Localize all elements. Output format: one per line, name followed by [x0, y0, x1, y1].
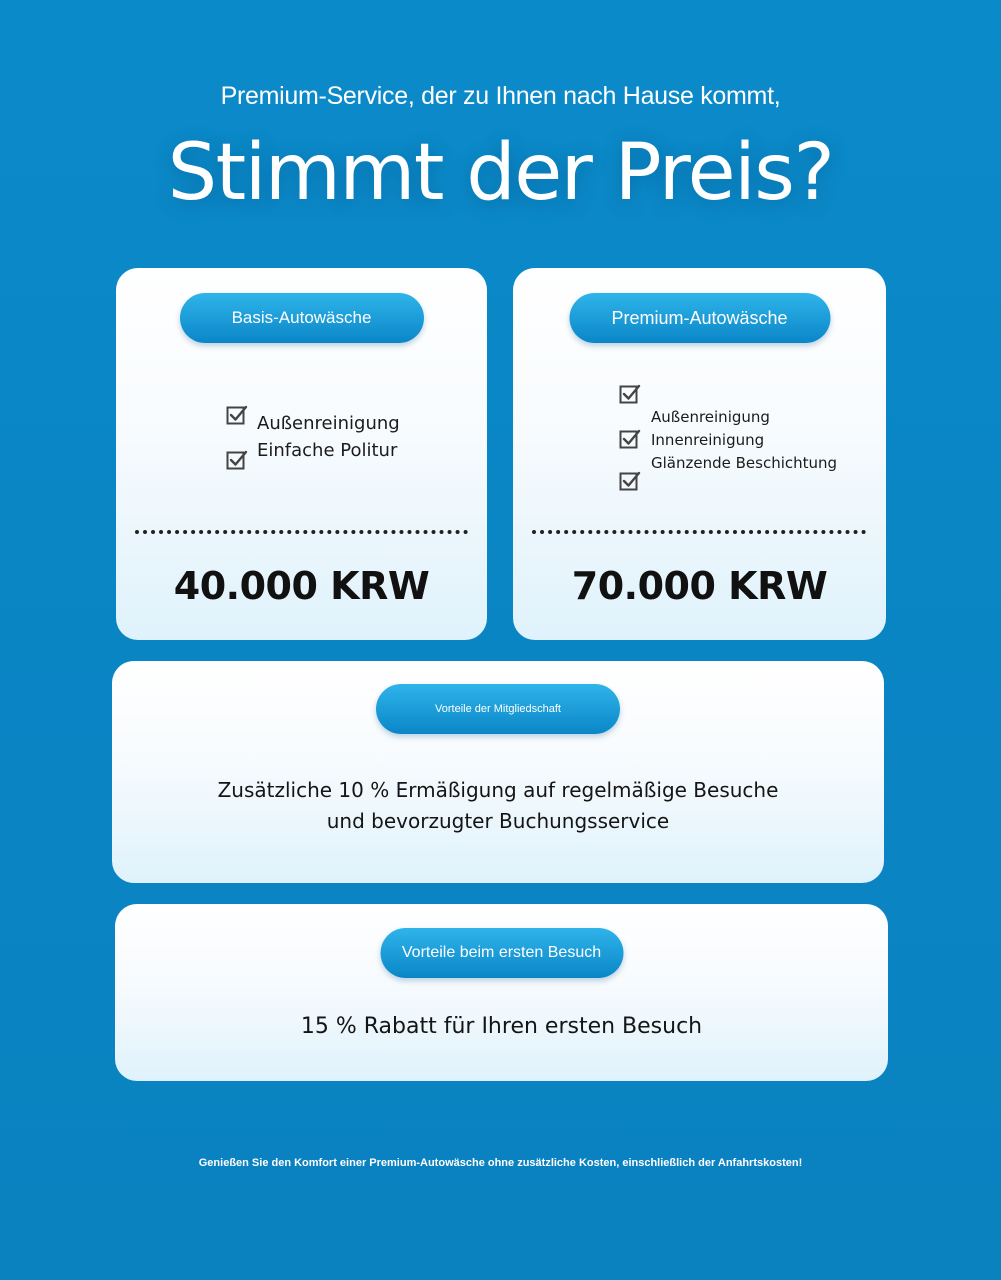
checkbox-checked-icon [226, 449, 248, 471]
page-title: Stimmt der Preis? [167, 128, 834, 218]
basic-plan-label [180, 293, 424, 343]
basic-feature-item: Einfache Politur [257, 440, 398, 461]
membership-benefit-line: und bevorzugter Buchungsservice [326, 809, 670, 833]
basic-plan-label-text: Basis-Autowäsche [231, 308, 372, 327]
basic-plan-card [116, 268, 487, 640]
membership-benefits-label-text: Vorteile der Mitgliedschaft [435, 703, 561, 715]
premium-plan-label [569, 293, 830, 343]
premium-plan-card [513, 268, 886, 640]
divider [135, 530, 468, 534]
membership-benefits-card [112, 661, 884, 883]
checkbox-checked-icon [619, 383, 641, 405]
premium-feature-item: Glänzende Beschichtung [651, 454, 838, 472]
premium-feature-item: Innenreinigung [651, 431, 765, 449]
first-visit-benefits-card [115, 904, 888, 1081]
first-visit-benefits-label [380, 928, 623, 978]
checkbox-checked-icon [226, 404, 248, 426]
first-visit-benefit-text: 15 % Rabatt für Ihren ersten Besuch [300, 1014, 703, 1039]
membership-benefit-line: Zusätzliche 10 % Ermäßigung auf regelmäßige Besuche [217, 778, 779, 802]
first-visit-benefits-label-text: Vorteile beim ersten Besuch [401, 944, 602, 961]
basic-price: 40.000 KRW [173, 564, 430, 608]
footer-note: Genießen Sie den Komfort einer Premium-Autowäsche ohne zusätzliche Kosten, einschließlich der Anfahrtskosten! [198, 1157, 803, 1169]
basic-feature-item: Außenreinigung [257, 413, 400, 434]
premium-feature-item: Außenreinigung [651, 408, 770, 426]
divider [532, 530, 866, 534]
checkbox-checked-icon [619, 470, 641, 492]
premium-price: 70.000 KRW [571, 564, 828, 608]
subtitle: Premium-Service, der zu Ihnen nach Hause kommt, [220, 82, 781, 110]
checkbox-checked-icon [619, 428, 641, 450]
premium-plan-label-text: Premium-Autowäsche [611, 307, 788, 328]
membership-benefits-label [376, 684, 620, 734]
